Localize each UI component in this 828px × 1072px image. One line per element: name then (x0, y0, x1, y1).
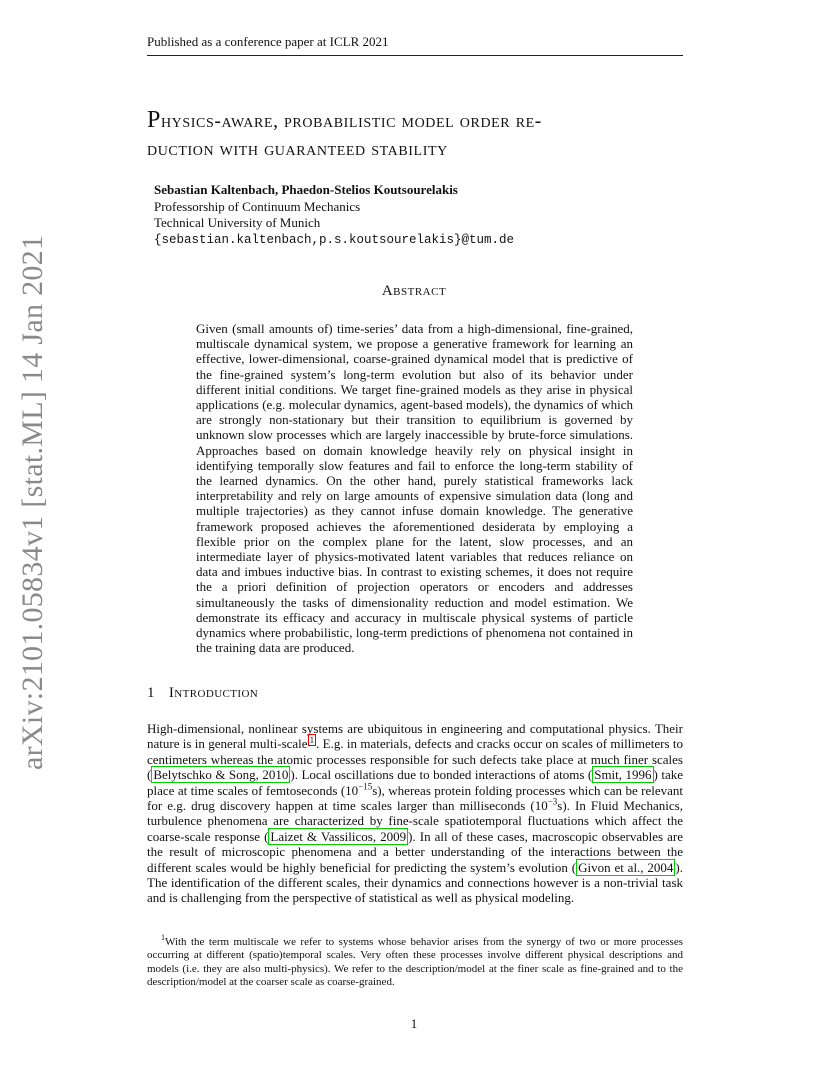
affiliation-line-1: Professorship of Continuum Mechanics (154, 198, 361, 214)
title-initial: P (147, 107, 161, 133)
author-email: {sebastian.kaltenbach,p.s.koutsourelakis}@tum.de (154, 232, 515, 247)
affiliation-line-2: Technical University of Munich (154, 215, 321, 230)
footnote-text: With the term multiscale we refer to systems whose behavior arises from the synergy of two or more processes occurring at different (spatio)temporal scales. Very often these processes involve different physical descriptions and models (i.e. they are also multi-physics). We refer to the description/model at the finer scale as fine-grained and to the description/model at the coarser scale as coarse-grained. (147, 936, 683, 989)
introduction-paragraph (147, 721, 683, 906)
section-number: 1 (147, 685, 155, 701)
intro-text: ). Local oscillations due to bonded interactions of atoms ( (290, 767, 593, 783)
citation-link-givon[interactable]: Givon et al., 2004 (578, 859, 674, 875)
author-block (154, 182, 514, 248)
citation-link-smit[interactable]: Smit, 1996 (594, 767, 652, 783)
intro-text: ). The identification of the different scales, their dynamics and connections however is a non-trivial task and is challenging from the perspective of statistical as well as physical modeling. (147, 859, 683, 906)
running-head: Published as a conference paper at ICLR 2021 (147, 34, 683, 56)
author-names: Sebastian Kaltenbach, Phaedon-Stelios Koutsourelakis (154, 182, 458, 197)
footnote-link[interactable]: 1 (309, 735, 315, 746)
exponent: −15 (358, 781, 373, 792)
page-number: 1 (410, 1016, 418, 1031)
title-line-2: duction with guaranteed stability (147, 139, 448, 160)
paper-title (147, 106, 687, 164)
intro-text: . E.g. in materials, defects and cracks occur on scales of millimeters to centimeters whereas the atomic processes responsible for such defects take place at much finer scales ( (147, 736, 683, 783)
footnote (147, 933, 683, 990)
title-line-1: hysics-aware, probabilistic model order re- (160, 111, 542, 132)
section-heading-introduction (147, 685, 258, 702)
abstract-heading: Abstract (381, 283, 447, 299)
intro-text: ). In all of these cases, macroscopic observables are the result of microscopic phenomena and a better understanding of the interactions between the different scales would be highly beneficial for predicting the system’s evolution ( (147, 828, 683, 875)
citation-link-belytschko[interactable]: Belytschko & Song, 2010 (153, 767, 289, 783)
intro-text: ) take place at time scales of femtoseconds (10 (147, 767, 684, 798)
intro-text: s). In Fluid Mechanics, turbulence phenomena are characterized by fine-scale spatiotemporal fluctuations which affect the coarse-scale response ( (147, 798, 683, 844)
footnote-number: 1 (161, 933, 165, 943)
section-title: Introduction (168, 685, 259, 701)
intro-text: s), whereas protein folding processes which can be relevant for e.g. drug discovery happen at time scales larger than milliseconds (10 (147, 782, 684, 814)
citation-link-laizet[interactable]: Laizet & Vassilicos, 2009 (270, 828, 407, 844)
exponent: −3 (547, 796, 558, 807)
arxiv-identifier[interactable]: arXiv:2101.05834v1 [stat.ML] 14 Jan 2021 (16, 234, 49, 770)
abstract-body: Given (small amounts of) time-series’ data from a high-dimensional, fine-grained, multiscale dynamical system, we propose a generative framework for learning an effective, lower-dimensional, coarse-grained dynamical model that is predictive of the fine-grained system’s long-term evolution but also of its behavior under different initial conditions. We target fine-grained models as they arise in physical applications (e.g. molecular dynamics, agent-based models), the dynamics of which are strongly non-stationary but their transition to equilibrium is governed by unknown slow processes which are largely inaccessible by brute-force simulations. Approaches based on domain knowledge heavily rely on physical insight in identifying temporally slow features and fail to enforce the long-term stability of the learned dynamics. On the other hand, purely statistical frameworks lack interpretability and rely on large amounts of expensive simulation data (long and multiple trajectories) as they cannot infuse domain knowledge. The generative framework proposed achieves the aforementioned desiderata by employing a flexible prior on the complex plane for the latent, slow processes, and an intermediate layer of physics-motivated latent variables that reduces reliance on data and imbues inductive bias. In contrast to existing schemes, it does not require the a priori definition of projection operators or encoders and addresses simultaneously the tasks of dimensionality reduction and model estimation. We demonstrate its efficacy and accuracy in multiscale physical systems of particle dynamics where probabilistic, long-term predictions of phenomena not contained in the training data are produced. (196, 321, 633, 656)
intro-text: High-dimensional, nonlinear systems are ubiquitous in engineering and computational physics. Their nature is in general multi-scale (147, 721, 683, 752)
